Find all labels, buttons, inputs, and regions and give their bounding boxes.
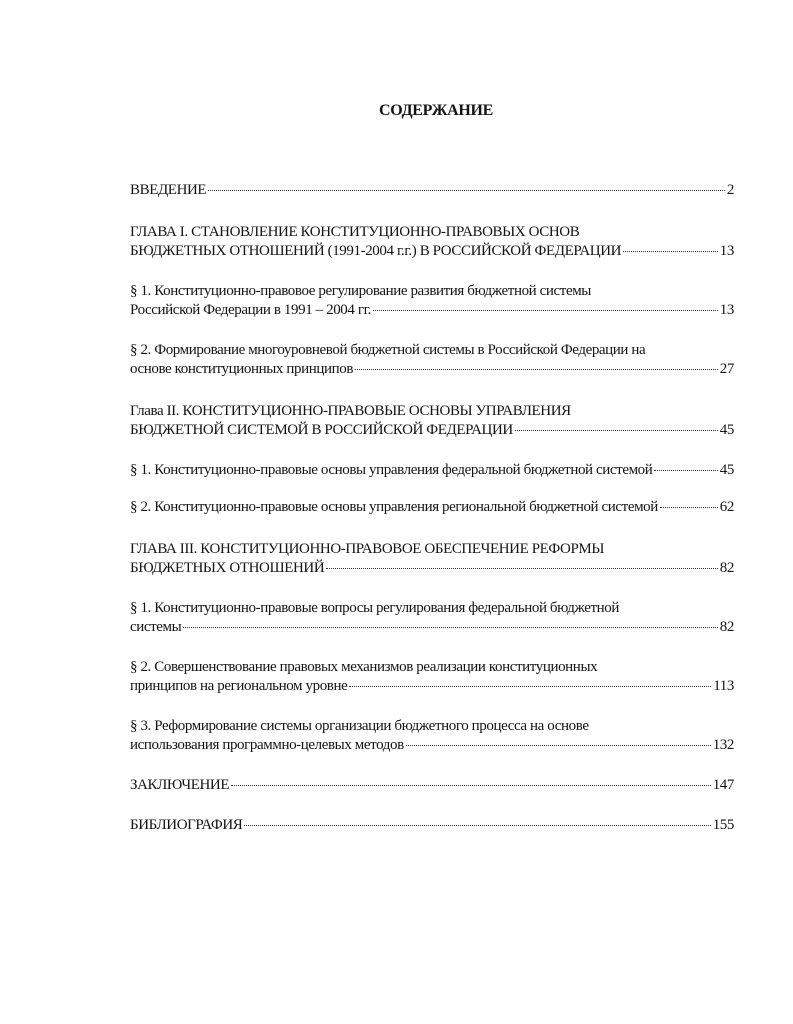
toc-entry-line: БЮДЖЕТНЫХ ОТНОШЕНИЙ (130, 560, 325, 576)
page-number: 62 (719, 499, 734, 515)
toc-entry-line: § 2. Конституционно-правовые основы управления региональной бюджетной системой (130, 499, 658, 515)
dot-leader (654, 470, 717, 471)
toc-title: СОДЕРЖАНИЕ (378, 102, 494, 119)
page-number: 155 (712, 817, 734, 833)
toc-entry-line: БЮДЖЕТНОЙ СИСТЕМОЙ В РОССИЙСКОЙ ФЕДЕРАЦИИ (130, 422, 513, 438)
toc-entry (130, 816, 734, 835)
page-number: 27 (719, 361, 734, 377)
toc-entry-line: ВВЕДЕНИЕ (130, 182, 207, 198)
dot-leader (660, 507, 718, 508)
toc-entry-line: Российской Федерации в 1991 – 2004 гг. (130, 302, 372, 318)
toc-entry-last-line (130, 498, 734, 517)
dot-leader (515, 430, 718, 431)
toc-entry-line: ГЛАВА III. КОНСТИТУЦИОННО-ПРАВОВОЕ ОБЕСПЕЧЕНИЕ РЕФОРМЫ (130, 541, 605, 557)
toc-entry-line: Глава II. КОНСТИТУЦИОННО-ПРАВОВЫЕ ОСНОВЫ УПРАВЛЕНИЯ (130, 403, 571, 419)
toc-entry-line: использования программно-целевых методов (130, 737, 404, 753)
page-number: 2 (726, 182, 734, 198)
toc-entry-last-line (130, 461, 734, 480)
page-number: 13 (719, 243, 734, 259)
dot-leader (349, 686, 711, 687)
page-number: 82 (719, 619, 734, 635)
toc-entry-last-line (130, 181, 734, 200)
toc-entry (130, 540, 734, 578)
dot-leader (623, 251, 718, 252)
page-number: 45 (719, 462, 734, 478)
toc-entry-line: ЗАКЛЮЧЕНИЕ (130, 777, 230, 793)
toc-entry-line: основе конституционных принципов (130, 361, 353, 377)
page-number: 13 (719, 302, 734, 318)
dot-leader (231, 785, 711, 786)
toc-entry-line: БЮДЖЕТНЫХ ОТНОШЕНИЙ (1991-2004 г.г.) В РОССИЙСКОЙ ФЕДЕРАЦИИ (130, 243, 622, 259)
toc-entry-line: системы (130, 619, 182, 635)
toc-entry-last-line (130, 736, 734, 755)
toc-entry (130, 717, 734, 755)
page-number: 82 (719, 560, 734, 576)
dot-leader (183, 627, 717, 628)
dot-leader (355, 369, 718, 370)
toc-entry-line: § 3. Реформирование системы организации бюджетного процесса на основе (130, 718, 589, 734)
toc-entry-last-line (130, 618, 734, 637)
page-number: 45 (719, 422, 734, 438)
toc-entry-line: принципов на региональном уровне (130, 678, 348, 694)
page-number: 113 (713, 678, 734, 694)
toc-entry-line: § 1. Конституционно-правовые основы управления федеральной бюджетной системой (130, 462, 653, 478)
toc-entry-line: ГЛАВА I. СТАНОВЛЕНИЕ КОНСТИТУЦИОННО-ПРАВОВЫХ ОСНОВ (130, 224, 580, 240)
toc-entry-last-line (130, 816, 734, 835)
dot-leader (326, 568, 718, 569)
dot-leader (406, 745, 711, 746)
table-of-contents (130, 160, 734, 835)
toc-entry-last-line (130, 677, 734, 696)
toc-entry-last-line (130, 776, 734, 795)
toc-entry-last-line (130, 559, 734, 578)
toc-entry (130, 402, 734, 440)
toc-entry (130, 498, 734, 517)
toc-entry (130, 223, 734, 261)
toc-entry (130, 461, 734, 480)
toc-entry (130, 658, 734, 696)
toc-entry-line: § 2. Формирование многоуровневой бюджетной системы в Российской Федерации на (130, 342, 646, 358)
dot-leader (208, 190, 725, 191)
dot-leader (244, 825, 710, 826)
toc-entry-line: § 1. Конституционно-правовое регулирование развития бюджетной системы (130, 283, 591, 299)
toc-entry-line: § 2. Совершенствование правовых механизмов реализации конституционных (130, 659, 598, 675)
page-number: 132 (712, 737, 734, 753)
toc-entry-last-line (130, 421, 734, 440)
page-number: 147 (712, 777, 734, 793)
toc-entry (130, 181, 734, 200)
toc-entry-line: БИБЛИОГРАФИЯ (130, 817, 243, 833)
dot-leader (373, 310, 718, 311)
toc-entry (130, 599, 734, 637)
toc-entry (130, 282, 734, 320)
toc-entry (130, 776, 734, 795)
toc-entry (130, 341, 734, 379)
toc-entry-last-line (130, 360, 734, 379)
toc-entry-last-line (130, 301, 734, 320)
toc-entry-line: § 1. Конституционно-правовые вопросы регулирования федеральной бюджетной (130, 600, 619, 616)
toc-entry-last-line (130, 242, 734, 261)
